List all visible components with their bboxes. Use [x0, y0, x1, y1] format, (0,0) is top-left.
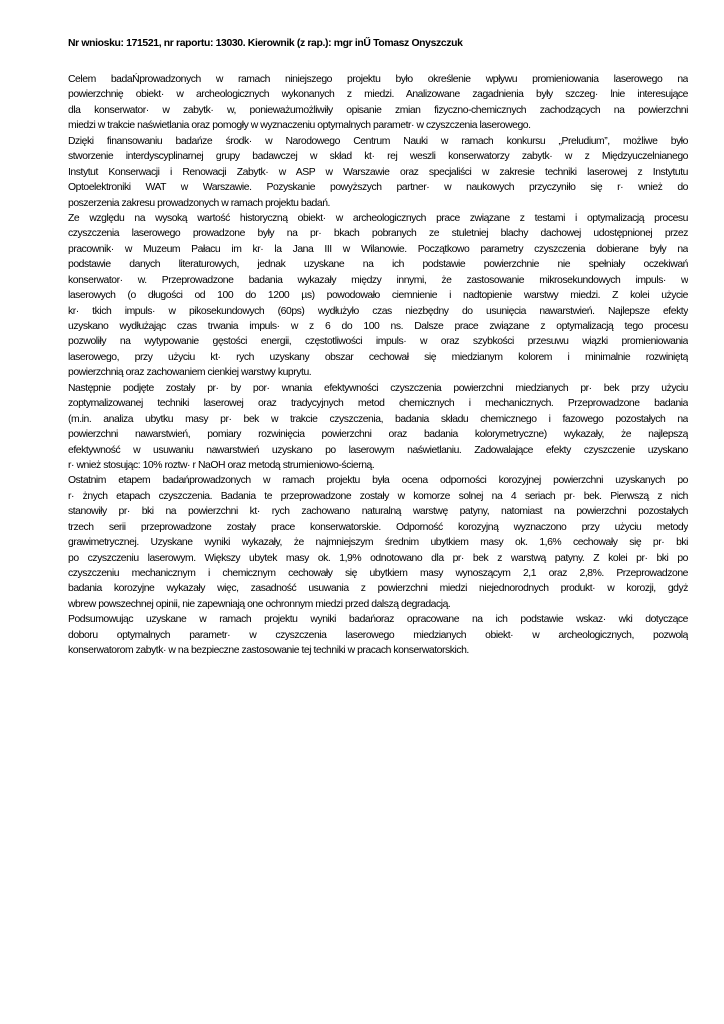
- body-text-line: Podsumowując uzyskane w ramach projektu wyniki badańoraz opracowane na ich podstawie wskaz· wki dotyczące: [68, 614, 688, 626]
- body-text-line: dla konserwator· w zabytk· w, ponieważumożliwiły opisanie zmian fizyczno-chemicznych zachodzących na powierzchni: [68, 104, 688, 116]
- body-text-line: badania korozyjne wykazały więc, zasadność usuwania z powierzchni miedzi niejednorodnych produkt· w korozji, gdyż: [68, 583, 688, 595]
- body-text-line: r· żnych etapach czyszczenia. Badania te przeprowadzone zostały w komorze solnej na 4 seriach pr· bek. Pierwszą z nich: [68, 490, 688, 502]
- body-text-line: efektywność w usuwaniu nawarstwień uzyskano po laserowym naświetlaniu. Zadowalające efekty czyszczenie uzyskano: [68, 444, 688, 456]
- body-text-line: powierzchnię obiekt· w archeologicznych wykonanych z miedzi. Analizowane zagadnienia były szczeg· lnie interesujące: [68, 89, 688, 101]
- body-text-line: r· wnież stosując: 10% roztw· r NaOH oraz metodą strumieniowo-ścierną.: [68, 459, 375, 471]
- body-text-line: kr· tkich impuls· w pikosekundowych (60ps) wydłużyło czas niezbędny do usunięcia nawarstwień. Najlepsze efekty: [68, 305, 688, 317]
- body-text-line: po czyszczeniu laserowym. Większy ubytek masy ok. 1,9% odnotowano dla pr· bek z warstwą patyny. Z kolei pr· bki po: [68, 552, 688, 564]
- body-text-line: powierzchni nawarstwień, pomiary rozwinięcia powierzchni oraz badania kolorymetryczne) wykazały, że najlepszą: [68, 429, 688, 441]
- body-text-line: stworzenie interdyscyplinarnej grupy badawczej w skład kt· rej weszli konserwatorzy zabytk· w z Międzyuczelnianego: [68, 151, 688, 163]
- body-text-line: Celem badaŃprowadzonych w ramach niniejszego projektu było określenie wpływu promieniowania laserowego na: [68, 74, 688, 85]
- body-text-line: laserowego, przy użyciu kt· rych uzyskany obszar cechował się miedzianym kolorem i minimalnie rozwiniętą: [68, 351, 688, 363]
- body-text-line: miedzi w trakcie naświetlania oraz pomogły w wyznaczeniu optymalnych parametr· w czyszczenia laserowego.: [68, 120, 531, 132]
- body-text-line: Następnie podjęte zostały pr· by por· wnania efektywności czyszczenia powierzchni miedzianych pr· bek przy użyciu: [68, 382, 688, 394]
- body-text-line: trzech serii przeprowadzone zostały prace konserwatorskie. Odporność korozyjną wyznaczono przy użyciu metody: [68, 521, 688, 533]
- body-text-line: wbrew powszechnej opinii, nie zapewniają one ochronnym miedzi przed dalszą degradacją.: [68, 598, 451, 610]
- body-text-line: Optoelektroniki WAT w Warszawie. Pozyskanie powyższych partner· w naukowych przyczyniło się r· wnież do: [68, 182, 688, 194]
- body-text-line: konserwatorom zabytk· w na bezpieczne zastosowanie tej techniki w pracach konserwatorskich.: [68, 645, 469, 657]
- body-text-line: czyszczeniu mechanicznym i chemicznym cechowały się ubytkiem masy wynoszącym 2,1 oraz 2,8%. Przeprowadzone: [68, 568, 688, 579]
- body-text-line: pozwoliły na wytypowanie gęstości energii, częstotliwości impuls· w oraz szybkości przesuwu wiązki promieniowania: [68, 336, 688, 348]
- body-text-line: zoptymalizowanej techniki laserowej oraz tradycyjnych metod chemicznych i mechanicznych. Przeprowadzone badania: [68, 398, 688, 410]
- body-text-line: Instytut Konserwacji i Renowacji Zabytk· w ASP w Warszawie oraz specjaliści w zakresie techniki laserowej z Instytutu: [68, 166, 688, 178]
- body-text-line: czyszczenia laserowego prowadzone były na pr· bkach pobranych ze stuletniej blachy dachowej udostępnionej przez: [68, 228, 688, 240]
- body-text-line: pracownik· w Muzeum Pałacu im kr· la Jana III w Wilanowie. Początkowo parametry czyszczenia dobierane były na: [68, 243, 688, 255]
- body-text-line: doboru optymalnych parametr· w czyszczenia laserowego miedzianych obiekt· w archeologicznych, pozwolą: [68, 629, 688, 641]
- report-heading: Nr wniosku: 171521, nr raportu: 13030. Kierownik (z rap.): mgr inŰ Tomasz Onyszczuk: [68, 38, 463, 49]
- body-text-line: Ostatnim etapem badańprowadzonych w ramach projektu była ocena odporności korozyjnej powierzchni uzyskanych po: [68, 475, 688, 487]
- body-text-line: powierzchnią oraz zachowaniem cienkiej warstwy kuprytu.: [68, 367, 312, 379]
- body-text-line: Dzięki finansowaniu badańze środk· w Narodowego Centrum Nauki w ramach konkursu „Preludium”, możliwe było: [68, 135, 688, 147]
- body-text-line: grawimetrycznej. Uzyskane wyniki wykazały, że najmniejszym średnim ubytkiem masy ok. 1,6% cechowały się pr· bki: [68, 537, 688, 549]
- body-text-line: Ze względu na wysoką wartość historyczną obiekt· w archeologicznych prace związane z testami i optymalizacją procesu: [68, 212, 688, 224]
- body-text-line: uzyskano wydłużając czas trwania impuls· w z 6 do 100 ns. Dalsze prace związane z optymalizacją tego procesu: [68, 321, 688, 332]
- body-text-line: laserowych (o długości od 100 do 1200 µs) powodowało ciemnienie i nadtopienie warstwy miedzi. Z kolei użycie: [68, 290, 688, 302]
- body-text-line: stanowiły pr· bki na powierzchni kt· rych zachowano naturalną warstwę patyny, natomiast na powierzchni pozostałych: [68, 506, 688, 518]
- body-text-line: (m.in. analiza ubytku masy pr· bek w trakcie czyszczenia, badania składu chemicznego i fazowego pozostałych na: [68, 413, 688, 425]
- body-text-line: konserwator· w. Przeprowadzone badania wykazały między innymi, że zastosowanie mikrosekundowych impuls· w: [68, 274, 688, 286]
- report-body: [68, 72, 688, 659]
- body-text-line: podstawie danych literaturowych, jednak uzyskane na ich podstawie powierzchnie nie spełniały oczekiwań: [68, 259, 688, 271]
- body-text-line: poszerzenia zakresu prowadzonych w ramach projektu badań.: [68, 197, 330, 209]
